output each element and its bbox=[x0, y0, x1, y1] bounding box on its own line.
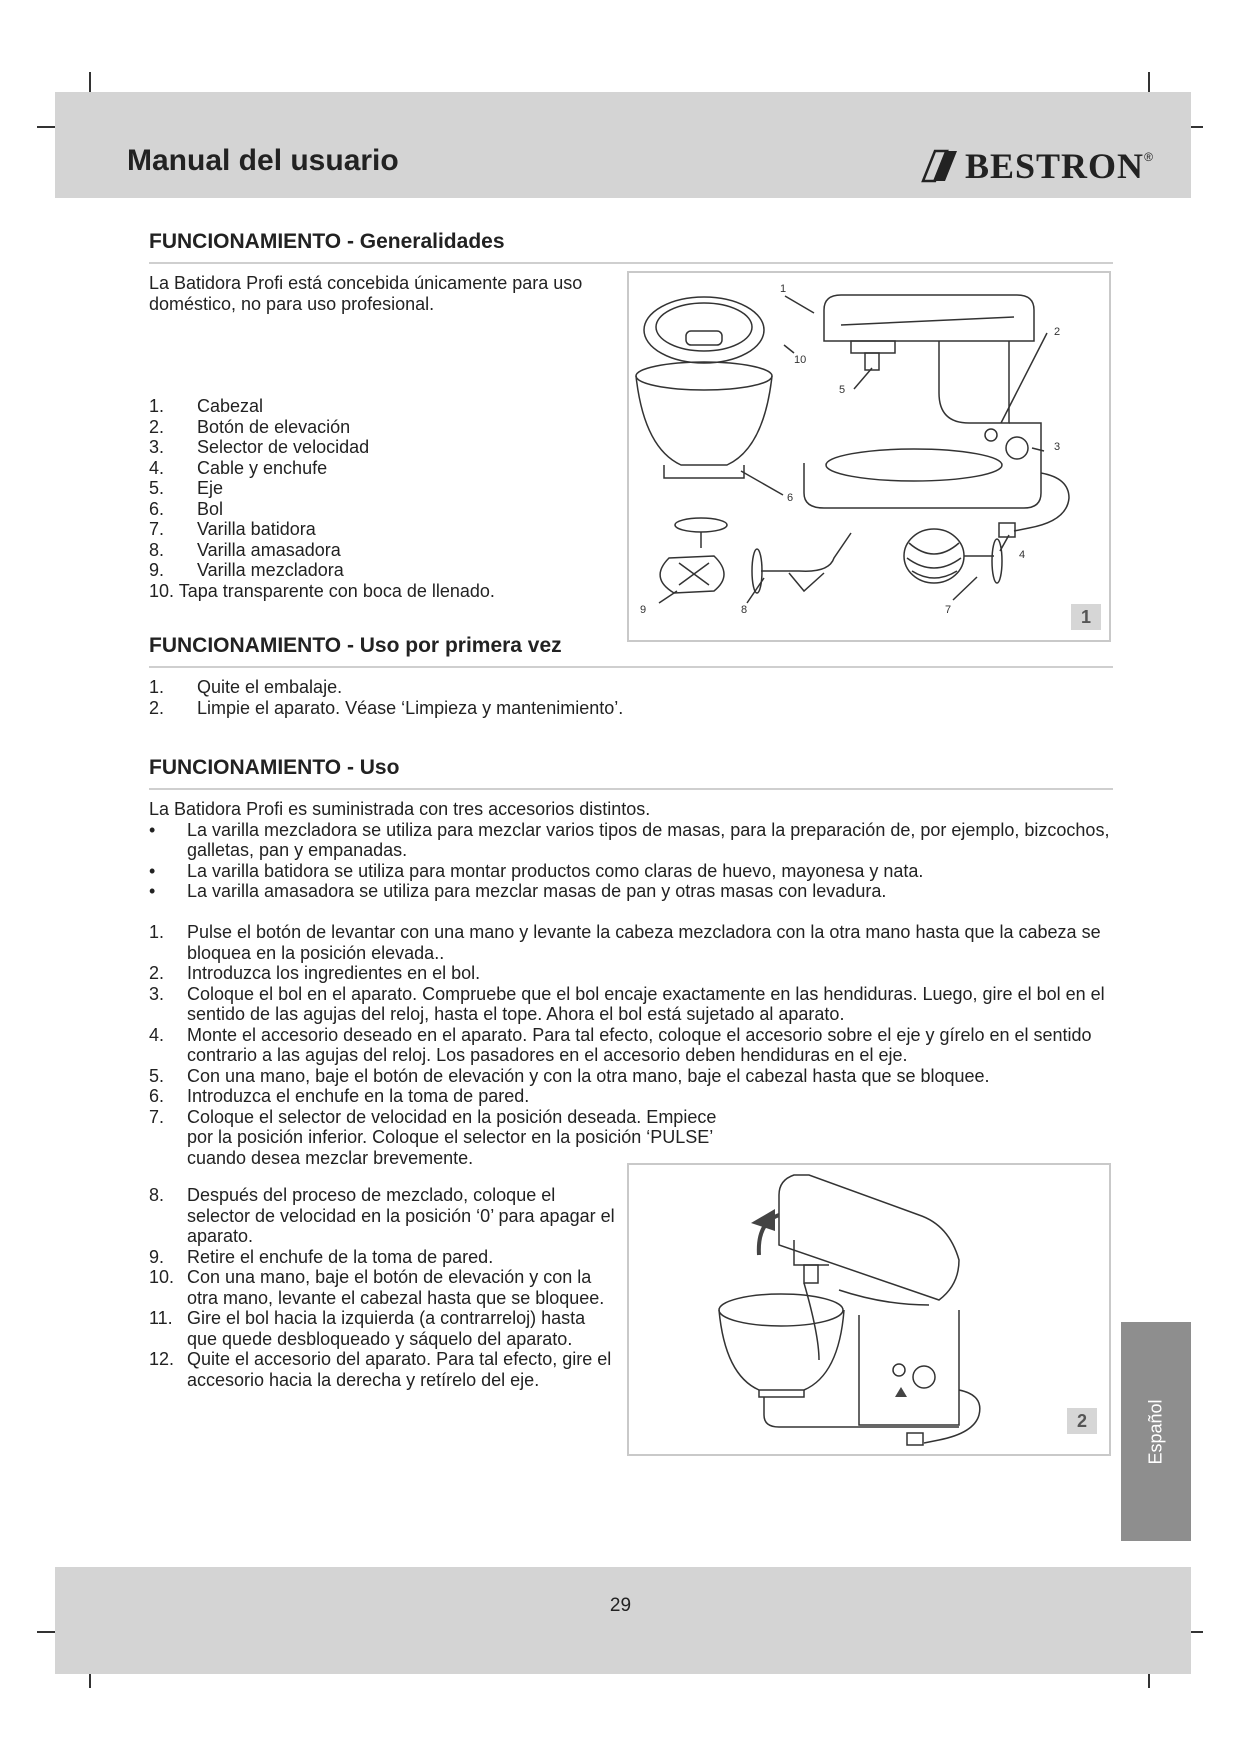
callout-4: 4 bbox=[1019, 549, 1026, 561]
list-item: 7. Coloque el selector de velocidad en la posición deseada. Empiece por la posición inferior. Coloque el selector en la posición ‘PULSE’ cuando desea mezclar brevemente. bbox=[149, 1106, 717, 1168]
callout-2: 2 bbox=[1054, 326, 1061, 338]
callout-9: 9 bbox=[640, 604, 647, 616]
use-steps-wide bbox=[149, 922, 1139, 1168]
callout-10: 10 bbox=[794, 354, 807, 366]
list-item: 8. Varilla amasadora bbox=[149, 539, 341, 560]
list-item: 4. Monte el accesorio deseado en el aparato. Para tal efecto, coloque el accesorio sobre el eje y gírelo en el sentido contrario a las agujas del reloj. Los pasadores en el accesorio deben hendiduras en el eje. bbox=[149, 1024, 1092, 1065]
section-heading-first-use: FUNCIONAMIENTO - Uso por primera vez bbox=[149, 634, 562, 657]
list-item: 11. Gire el bol hacia la izquierda (a contrarreloj) hasta que quede desbloqueado y sáquelo del aparato. bbox=[149, 1308, 586, 1349]
page-title: Manual del usuario bbox=[127, 144, 399, 177]
list-item: 6. Bol bbox=[149, 498, 224, 519]
figure-number-badge: 1 bbox=[1071, 604, 1101, 630]
brand-chevrons-icon bbox=[921, 149, 961, 183]
list-item: 9. Varilla mezcladora bbox=[149, 560, 344, 580]
list-item: 3. Coloque el bol en el aparato. Compruebe que el bol encaje exactamente en las hendiduras. Luego, gire el bol en el sentido de las agujas del reloj, hasta el tope. Ahora el bol está sujetado al aparato. bbox=[149, 983, 1105, 1024]
list-item: 2. Introduzca los ingredientes en el bol. bbox=[149, 963, 481, 983]
language-tab-label: Español bbox=[1145, 1398, 1166, 1465]
list-item: 10. Con una mano, baje el botón de elevación y con la otra mano, levante el cabezal hasta que se bloquee. bbox=[149, 1267, 605, 1308]
first-use-steps bbox=[149, 677, 1049, 718]
list-item: 2. Botón de elevación bbox=[149, 416, 351, 437]
figure-1-mixer-parts bbox=[627, 271, 1111, 642]
callout-8: 8 bbox=[741, 604, 748, 616]
figure-2-mixer-raised bbox=[627, 1163, 1111, 1456]
list-item: • La varilla amasadora se utiliza para mezclar masas de pan y otras masas con levadura. bbox=[149, 881, 1129, 902]
callout-3: 3 bbox=[1054, 441, 1061, 453]
mixer-raised-illustration bbox=[629, 1165, 1109, 1454]
parts-list bbox=[149, 396, 619, 601]
list-item: 12. Quite el accesorio del aparato. Para tal efecto, gire el accesorio hacia la derecha y retírelo del eje. bbox=[149, 1349, 612, 1390]
section-divider bbox=[149, 666, 1113, 668]
callout-1: 1 bbox=[780, 283, 787, 295]
mixer-parts-illustration bbox=[629, 273, 1109, 640]
language-tab[interactable] bbox=[1121, 1322, 1191, 1541]
footer-band bbox=[55, 1567, 1191, 1674]
use-intro-block bbox=[149, 799, 1129, 902]
list-item: 1. Pulse el botón de levantar con una mano y levante la cabeza mezcladora con la otra mano hasta que la cabeza se bloquea en la posición elevada.. bbox=[149, 922, 1101, 963]
list-item: 7. Varilla batidora bbox=[149, 519, 316, 539]
list-item: 1. Quite el embalaje. bbox=[149, 677, 343, 697]
callout-6: 6 bbox=[787, 492, 794, 504]
callout-5: 5 bbox=[839, 384, 846, 396]
brand-logo bbox=[921, 146, 1153, 186]
section-heading-use: FUNCIONAMIENTO - Uso bbox=[149, 756, 400, 779]
list-item: 6. Introduzca el enchufe en la toma de pared. bbox=[149, 1086, 530, 1106]
list-item: 8. Después del proceso de mezclado, coloque el selector de velocidad en la posición ‘0’ para apagar el aparato. bbox=[149, 1185, 615, 1246]
list-item: 4. Cable y enchufe bbox=[149, 457, 328, 478]
callout-7: 7 bbox=[945, 604, 952, 616]
list-item: 5. Con una mano, baje el botón de elevación y con la otra mano, baje el cabezal hasta que se bloquee. bbox=[149, 1065, 990, 1086]
section-divider bbox=[149, 262, 1113, 264]
page-number: 29 bbox=[609, 1595, 632, 1616]
brand-name: BESTRON bbox=[965, 146, 1145, 186]
list-item: 9. Retire el enchufe de la toma de pared. bbox=[149, 1246, 494, 1267]
section-heading-general: FUNCIONAMIENTO - Generalidades bbox=[149, 230, 505, 253]
list-item: 3. Selector de velocidad bbox=[149, 437, 370, 457]
general-intro: La Batidora Profi está concebida únicamente para uso doméstico, no para uso profesional. bbox=[149, 273, 583, 314]
list-item: • La varilla mezcladora se utiliza para mezclar varios tipos de masas, para la preparación de, por ejemplo, bizcochos, galletas, pan y empanadas. bbox=[149, 820, 1129, 861]
list-item: 5. Eje bbox=[149, 478, 224, 498]
brand-registered-mark: ® bbox=[1144, 150, 1153, 164]
list-item: 1. Cabezal bbox=[149, 396, 264, 416]
figure-number-badge: 2 bbox=[1067, 1408, 1097, 1434]
section-divider bbox=[149, 788, 1113, 790]
use-steps-narrow bbox=[149, 1185, 619, 1390]
list-item: • La varilla batidora se utiliza para montar productos como claras de huevo, mayonesa y nata. bbox=[149, 861, 1129, 882]
use-intro: La Batidora Profi es suministrada con tres accesorios distintos. bbox=[149, 799, 651, 819]
list-item: 10. Tapa transparente con boca de llenado. bbox=[149, 580, 495, 601]
list-item: 2. Limpie el aparato. Véase ‘Limpieza y mantenimiento’. bbox=[149, 697, 624, 718]
